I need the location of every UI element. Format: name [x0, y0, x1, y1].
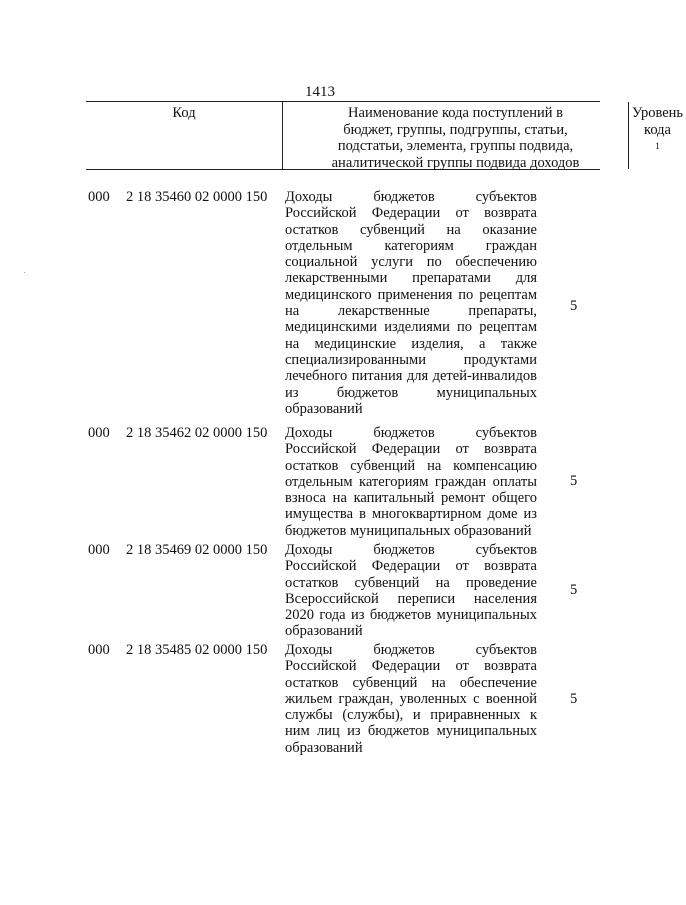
row-description-line: Российской Федерации от возврата — [285, 658, 537, 675]
header-level-line2: кода — [644, 121, 671, 138]
row-level: 5 — [570, 691, 578, 707]
row-admin-code: 000 — [88, 542, 110, 558]
row-budget-code: 2 18 35460 02 0000 150 — [126, 189, 268, 205]
row-description — [285, 425, 537, 539]
page-number: 1413 — [305, 84, 335, 100]
row-description-line: на медицинские изделия, а также — [285, 335, 537, 352]
header-name-line: бюджет, группы, подгруппы, статьи, — [343, 121, 568, 138]
table-header — [86, 101, 684, 171]
row-description-line: Российской Федерации от возврата — [285, 441, 537, 458]
row-admin-code: 000 — [88, 642, 110, 658]
row-description-line: остатков субвенций на проведение — [285, 574, 537, 591]
row-level: 5 — [570, 582, 578, 598]
header-level — [629, 102, 686, 172]
row-description-line: Российской Федерации от возврата — [285, 558, 537, 575]
row-description-line: имущества в многоквартирном доме из — [285, 506, 537, 523]
row-level: 5 — [570, 473, 578, 489]
row-description-line: 2020 года из бюджетов муниципальных — [285, 607, 537, 624]
row-description-line: Российской Федерации от возврата — [285, 205, 537, 222]
header-name-line: подстатьи, элемента, группы подвида, — [337, 138, 574, 154]
header-name — [282, 102, 629, 169]
row-description-line: социальной услуги по обеспечению — [285, 254, 537, 271]
row-description-line: бюджетов муниципальных образований — [285, 522, 532, 539]
row-description-line: медицинскими изделиями по рецептам — [285, 319, 537, 336]
row-description-line: остатков субвенций на оказание — [285, 221, 537, 238]
row-description-line: лечебного питания для детей-инвалидов — [285, 368, 537, 385]
header-name-line: Наименование кода поступлений в — [348, 105, 563, 121]
row-description-line: из бюджетов муниципальных — [285, 384, 537, 401]
row-admin-code: 000 — [88, 425, 110, 441]
row-description-line: Доходы бюджетов субъектов — [285, 189, 537, 205]
header-level-line2-wrap — [629, 122, 686, 160]
row-description-line: на лекарственные препараты, — [285, 303, 537, 320]
row-description-line: Доходы бюджетов субъектов — [285, 425, 537, 441]
row-description-line: взноса на капитальный ремонт общего — [285, 490, 537, 507]
row-description-line: специализированными продуктами — [285, 351, 537, 368]
row-description-line: жильем граждан, уволенных с военной — [285, 690, 537, 707]
row-budget-code: 2 18 35485 02 0000 150 — [126, 642, 268, 658]
row-description-line: службы (службы), и приравненных к — [285, 707, 537, 724]
row-description-line: Всероссийской переписи населения — [285, 590, 537, 607]
row-description-line: отдельным категориям граждан — [285, 237, 537, 254]
row-description-line: медицинского применения по рецептам — [285, 286, 537, 303]
header-level-line1: Уровень — [631, 105, 684, 121]
row-description — [285, 542, 537, 640]
header-code: Код — [172, 105, 196, 121]
header-level-footnote: 1 — [655, 141, 660, 151]
scan-speck — [24, 272, 25, 273]
row-description-line: ним лиц из бюджетов муниципальных — [285, 723, 537, 740]
row-description-line: остатков субвенций на компенсацию — [285, 457, 537, 474]
row-description-line: образований — [285, 623, 363, 640]
row-description-line: образований — [285, 739, 363, 756]
row-description-line: Доходы бюджетов субъектов — [285, 642, 537, 658]
row-budget-code: 2 18 35462 02 0000 150 — [126, 425, 268, 441]
row-description — [285, 642, 537, 756]
row-description-line: Доходы бюджетов субъектов — [285, 542, 537, 558]
row-budget-code: 2 18 35469 02 0000 150 — [126, 542, 268, 558]
row-level: 5 — [570, 298, 578, 314]
row-description-line: остатков субвенций на обеспечение — [285, 674, 537, 691]
header-name-line: аналитической группы подвида доходов — [331, 154, 580, 171]
row-description-line: лекарственными препаратами для — [285, 270, 537, 287]
row-description — [285, 189, 537, 417]
row-description-line: отдельным категориям граждан оплаты — [285, 473, 537, 490]
row-description-line: образований — [285, 400, 363, 417]
row-admin-code: 000 — [88, 189, 110, 205]
